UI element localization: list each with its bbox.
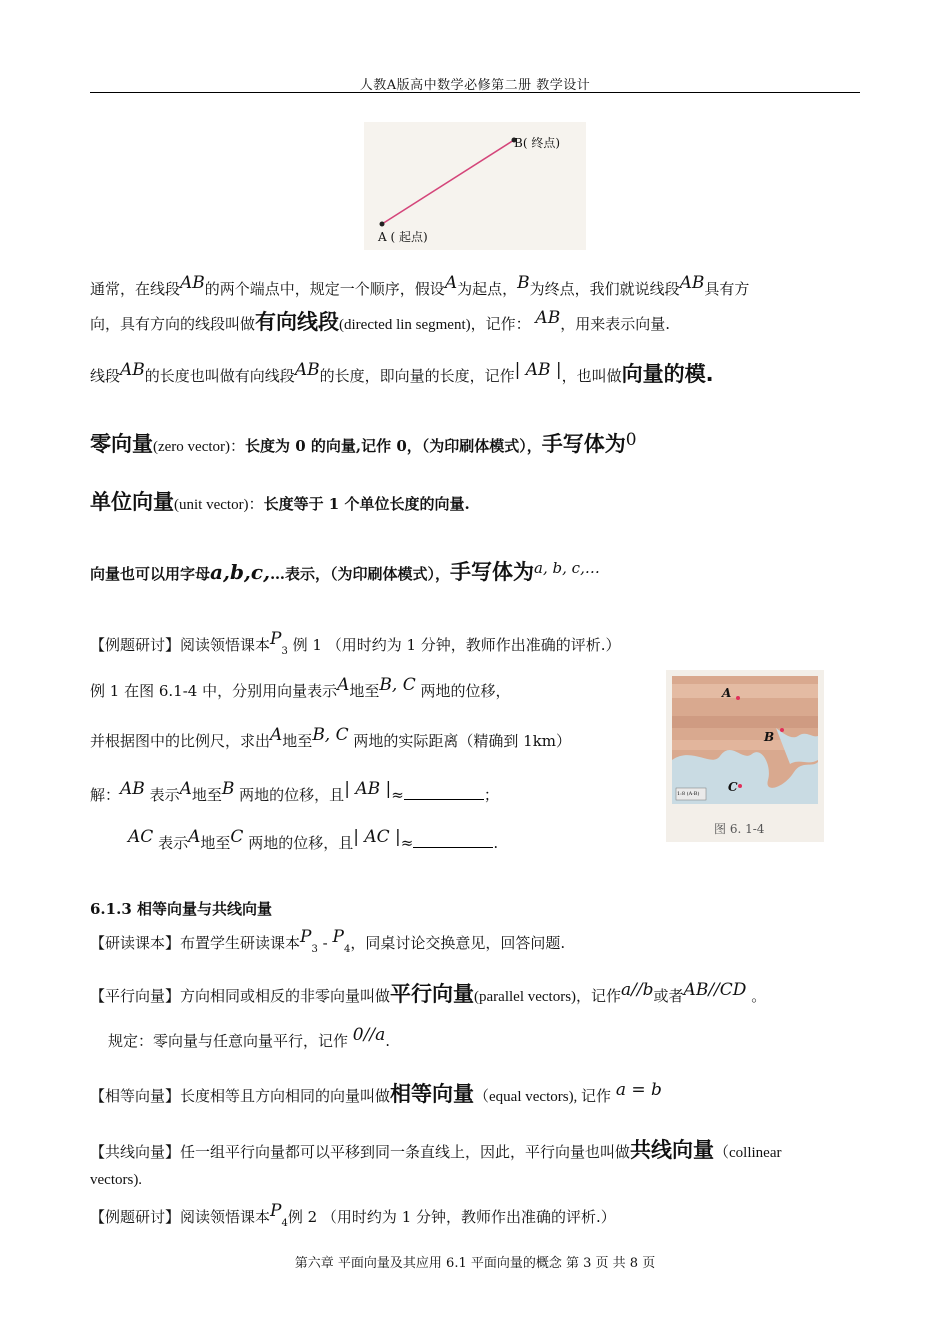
answer-blank-1[interactable]	[404, 785, 484, 800]
map-label-a: A	[722, 686, 732, 700]
para-1-line-1: 通常，在线段AB的两个端点中，规定一个顺序，假设A为起点，B为终点，我们就说线段AB具有方	[90, 273, 750, 298]
para-letters: 向量也可以用字母a,b,c,…表示，（为印刷体模式），手写体为a, b, c,…	[90, 559, 600, 584]
map-label-b: B	[764, 730, 775, 744]
header-rule	[90, 92, 860, 93]
example-2-intro: 【例题研讨】阅读领悟课本$P_4$例 2 （用时约为 1 分钟，教师作出准确的评析.）	[90, 1201, 616, 1229]
study-textbook: 【研读课本】布置学生研读课本$P_3 - P_4$，同桌讨论交换意见，回答问题.	[90, 927, 566, 955]
example-1-line-1: 例 1 在图 6.1-4 中，分别用向量表示A地至B, C 两地的位移，	[90, 675, 511, 700]
para-1-line-2: 向，具有方向的线段叫做有向线段(directed lin segment)，记作： AB，用来表示向量.	[90, 308, 670, 334]
parallel-vectors: 【平行向量】方向相同或相反的非零向量叫做平行向量(parallel vectors)，记作a//b或者AB//CD 。	[90, 980, 767, 1006]
collinear-vectors-line-1: 【共线向量】任一组平行向量都可以平移到同一条直线上，因此，平行向量也叫做共线向量（collinear	[90, 1138, 782, 1162]
collinear-vectors-line-2: vectors).	[90, 1172, 143, 1188]
example-1-intro: 【例题研讨】阅读领悟课本$P_3$ 例 1 （用时约为 1 分钟，教师作出准确的评析.）	[90, 629, 621, 657]
para-2: 线段AB的长度也叫做有向线段AB的长度，即向量的长度，记作| AB |，也叫做向量的模.	[90, 360, 714, 386]
para-zero-vector: 零向量(zero vector)：长度为 0 的向量,记作 0，（为印刷体模式），手写体为0	[90, 430, 637, 456]
example-1-line-2: 并根据图中的比例尺，求出A地至B, C 两地的实际距离（精确到 1km）	[90, 725, 572, 750]
solution-line-2: AC 表示A地至C 两地的位移，且| AC |≈ .	[128, 827, 499, 852]
map-scale: 1:8 (A·B)	[677, 791, 700, 797]
map-caption: 图 6. 1-4	[714, 822, 765, 836]
point-a	[380, 222, 385, 227]
page-header: 人教A版高中数学必修第二册 教学设计	[359, 78, 591, 93]
figure-directed-segment	[364, 122, 586, 250]
label-a: A ( 起点)	[378, 230, 428, 244]
segment-line	[382, 140, 514, 224]
answer-blank-2[interactable]	[413, 833, 493, 848]
page-footer: 第六章 平面向量及其应用 6.1 平面向量的概念 第 3 页 共 8 页	[294, 1256, 656, 1271]
map-point-b	[780, 728, 784, 732]
solution-line-1: 解：AB 表示A地至B 两地的位移，且| AB |≈ ；	[90, 779, 499, 804]
map-point-a	[736, 696, 740, 700]
map-label-c: C	[728, 780, 738, 794]
equal-vectors: 【相等向量】长度相等且方向相同的向量叫做相等向量（equal vectors), 记作 a = b	[90, 1080, 662, 1106]
zero-parallel-rule: 规定：零向量与任意向量平行，记作 0//a.	[108, 1025, 390, 1050]
map-point-c	[738, 784, 742, 788]
figure-map	[666, 670, 824, 842]
label-b: B( 终点)	[514, 136, 560, 150]
para-unit-vector: 单位向量(unit vector)：长度等于 1 个单位长度的向量.	[90, 490, 470, 514]
section-heading: 6.1.3 相等向量与共线向量	[90, 900, 272, 918]
